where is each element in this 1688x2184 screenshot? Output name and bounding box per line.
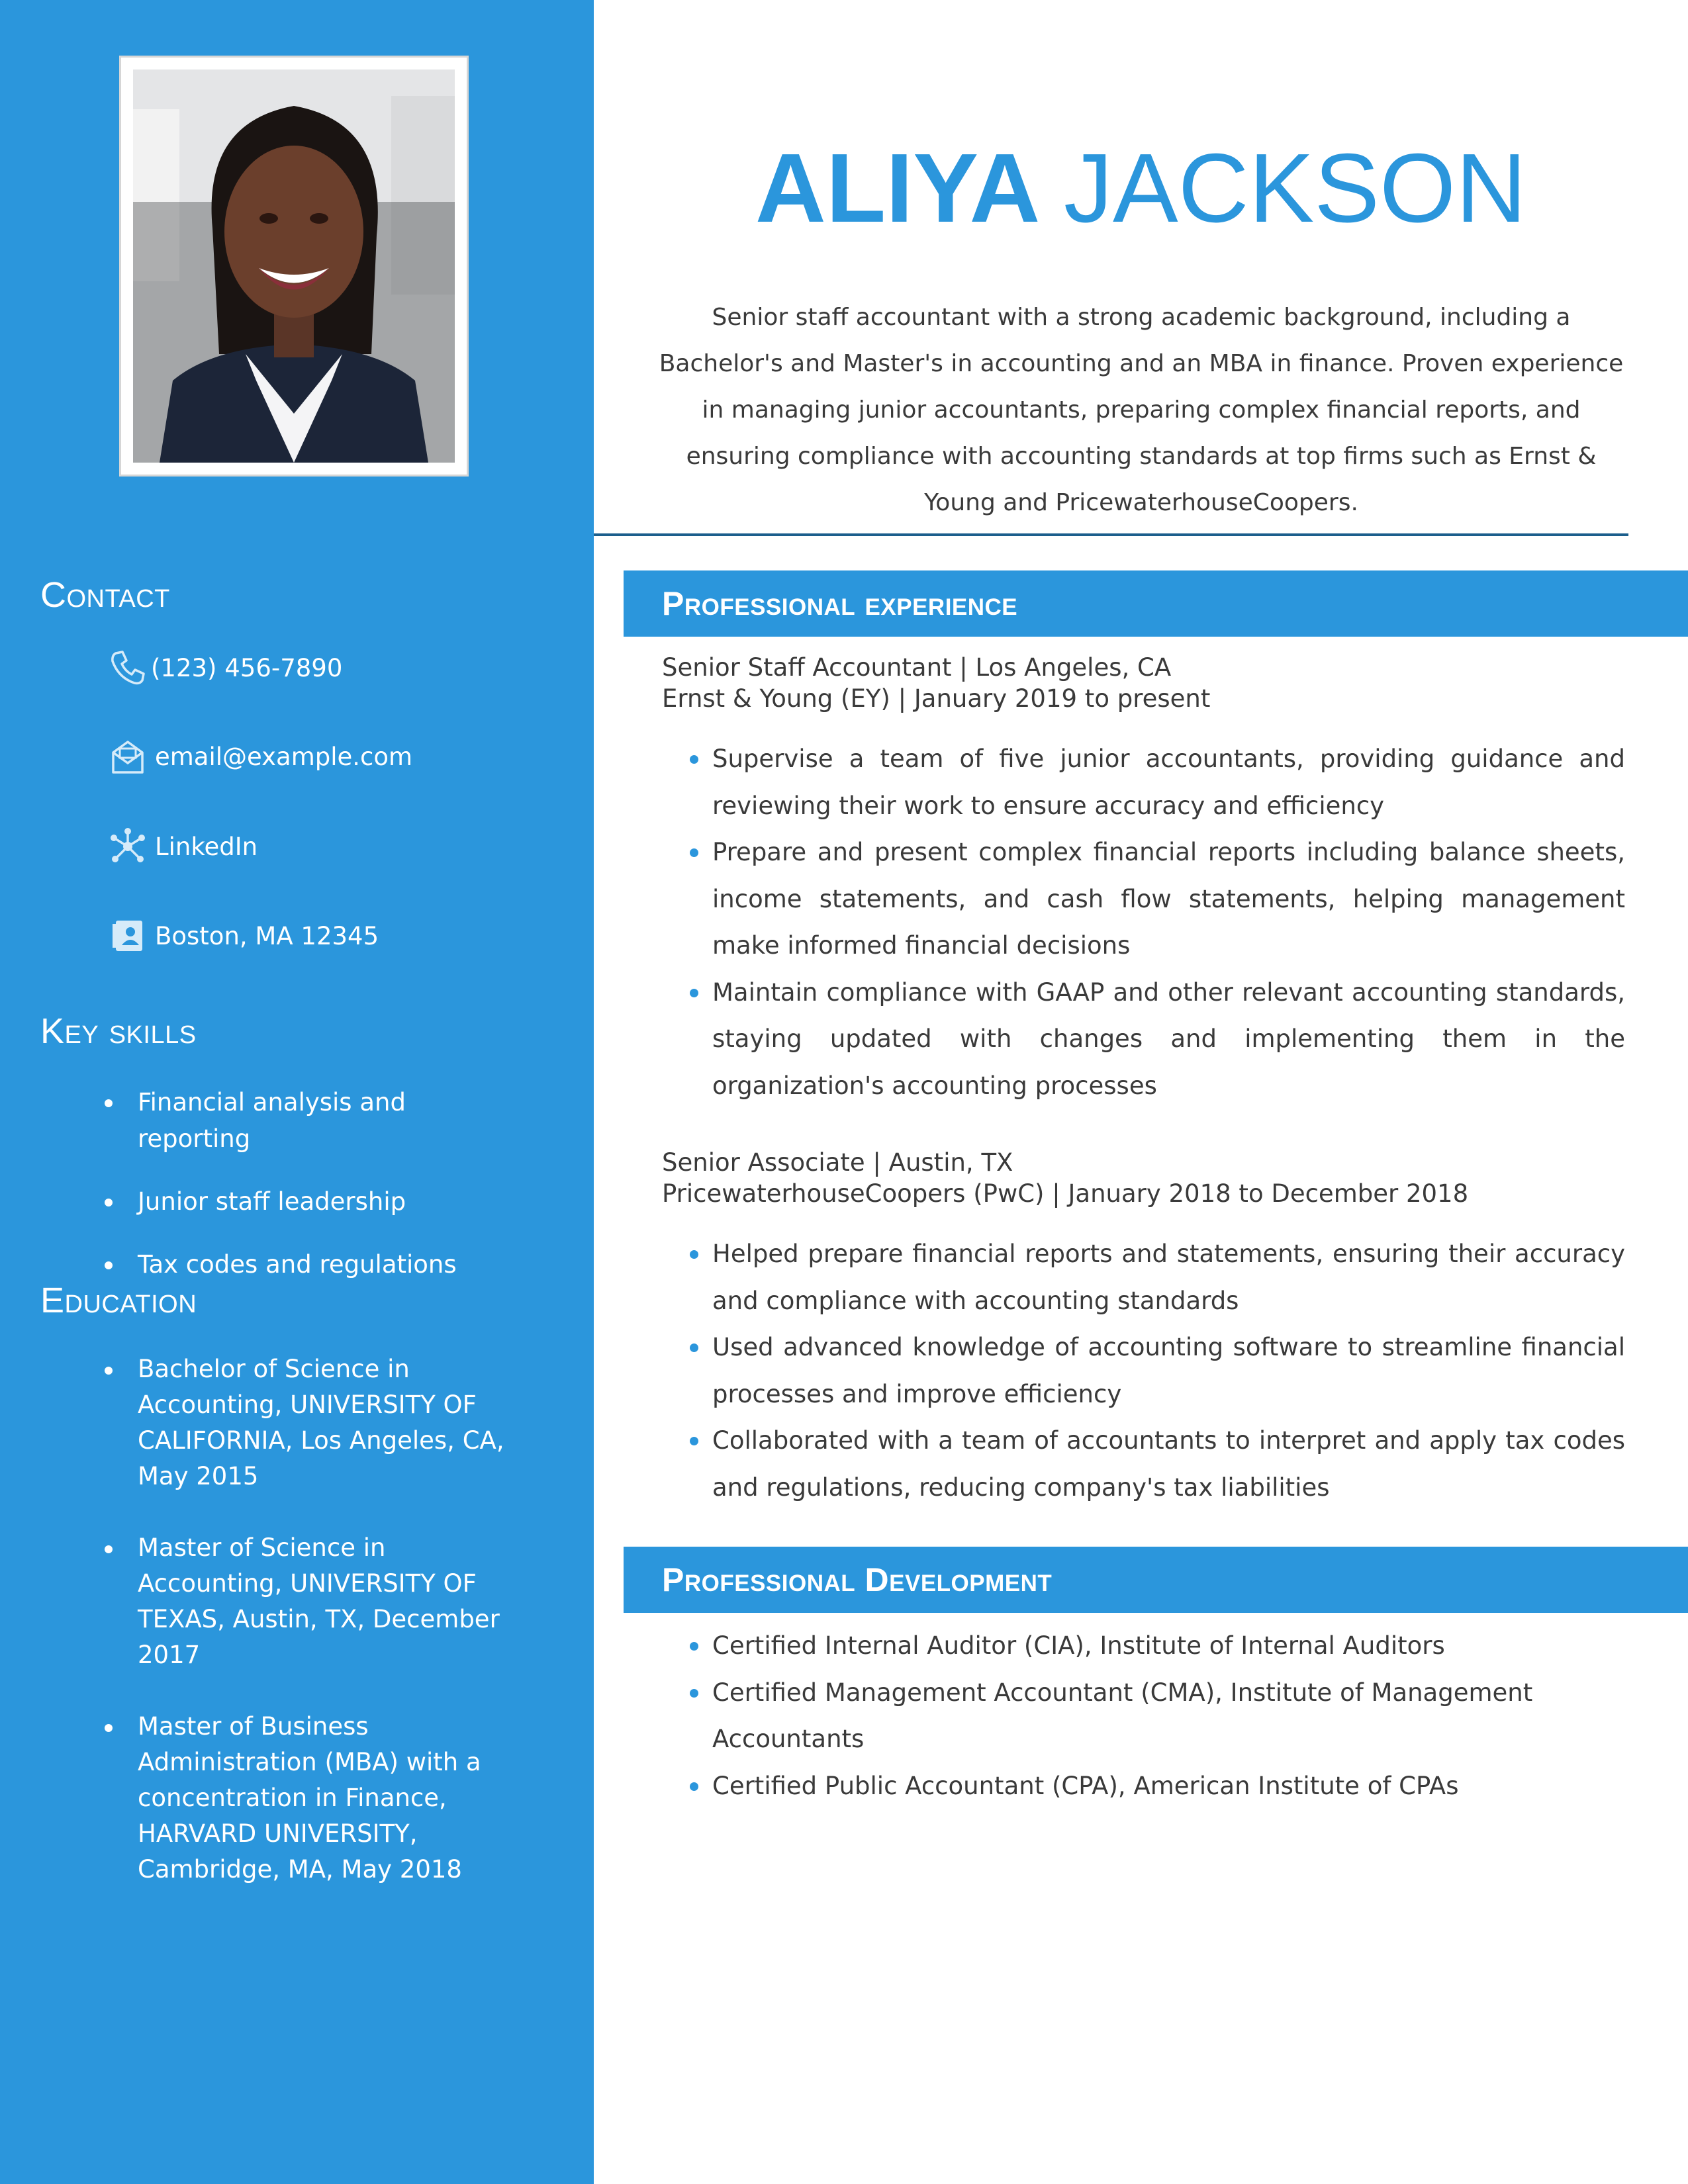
job-header bbox=[662, 1147, 1468, 1209]
contact-card-icon bbox=[107, 915, 148, 956]
job-bullet: Prepare and present complex financial reports including balance sheets, income statements, and cash flow statements, helping management make informed financial decisions bbox=[688, 829, 1625, 970]
last-name: JACKSON bbox=[1064, 134, 1527, 243]
skills-list bbox=[101, 1084, 524, 1283]
network-icon bbox=[107, 826, 148, 867]
candidate-name bbox=[594, 129, 1688, 248]
certification-item: Certified Management Accountant (CMA), Institute of Management Accountants bbox=[688, 1670, 1625, 1763]
skills-heading: Key skills bbox=[40, 1011, 197, 1051]
profile-photo bbox=[133, 69, 455, 463]
email-icon bbox=[107, 736, 148, 777]
email-text[interactable]: email@example.com bbox=[155, 742, 413, 771]
phone-icon bbox=[107, 647, 148, 688]
contact-linkedin[interactable] bbox=[107, 827, 258, 866]
job-bullet: Collaborated with a team of accountants to interpret and apply tax codes and regulations, reducing company's tax liabilities bbox=[688, 1418, 1625, 1511]
contact-address bbox=[107, 916, 379, 956]
header-divider bbox=[594, 533, 1628, 536]
phone-text: (123) 456-7890 bbox=[151, 653, 343, 682]
sidebar bbox=[0, 0, 594, 2184]
job-company-line: PricewaterhouseCoopers (PwC) | January 2018 to December 2018 bbox=[662, 1179, 1469, 1208]
job-title-line: Senior Staff Accountant | Los Angeles, CA bbox=[662, 653, 1172, 682]
certification-item: Certified Internal Auditor (CIA), Institute of Internal Auditors bbox=[688, 1623, 1625, 1670]
profile-photo-image bbox=[133, 69, 455, 463]
experience-heading: Professional experience bbox=[662, 585, 1018, 622]
job-bullets bbox=[688, 736, 1625, 1109]
education-item: Bachelor of Science in Accounting, UNIVERSITY OF CALIFORNIA, Los Angeles, CA, May 2015 bbox=[101, 1351, 538, 1494]
profile-photo-frame bbox=[119, 56, 469, 477]
development-heading: Professional Development bbox=[662, 1561, 1053, 1598]
summary-text: Senior staff accountant with a strong academic background, including a Bachelor's and Master's in accounting and an MBA in finance. Proven experience in managing junior accountants, preparing complex financial reports, and ensuring compliance with accounting standards at top firms such as Ernst & Young and PricewaterhouseCoopers. bbox=[659, 304, 1624, 516]
skill-item: Financial analysis and reporting bbox=[101, 1084, 524, 1157]
experience-section-bar bbox=[624, 570, 1688, 637]
address-text: Boston, MA 12345 bbox=[155, 921, 379, 950]
job-bullet: Used advanced knowledge of accounting software to streamline financial processes and improve efficiency bbox=[688, 1324, 1625, 1418]
job-title-line: Senior Associate | Austin, TX bbox=[662, 1148, 1013, 1177]
education-heading: Education bbox=[40, 1281, 197, 1320]
contact-heading: Contact bbox=[40, 575, 170, 615]
certification-item: Certified Public Accountant (CPA), American Institute of CPAs bbox=[688, 1763, 1625, 1810]
contact-email[interactable] bbox=[107, 737, 412, 776]
skill-item: Junior staff leadership bbox=[101, 1183, 524, 1220]
education-item: Master of Business Administration (MBA) with a concentration in Finance, HARVARD UNIVERSITY, Cambridge, MA, May 2018 bbox=[101, 1709, 538, 1888]
development-section-bar bbox=[624, 1547, 1688, 1613]
job-company-line: Ernst & Young (EY) | January 2019 to present bbox=[662, 684, 1211, 713]
job-bullet: Helped prepare financial reports and statements, ensuring their accuracy and compliance with accounting standards bbox=[688, 1231, 1625, 1324]
job-bullet: Supervise a team of five junior accountants, providing guidance and reviewing their work to ensure accuracy and efficiency bbox=[688, 736, 1625, 829]
job-bullet: Maintain compliance with GAAP and other relevant accounting standards, staying updated with changes and implementing them in the organization's accounting processes bbox=[688, 970, 1625, 1110]
first-name: ALIYA bbox=[755, 134, 1037, 243]
job-header bbox=[662, 652, 1210, 714]
certification-list bbox=[688, 1623, 1625, 1809]
education-list bbox=[101, 1351, 538, 1923]
skill-item: Tax codes and regulations bbox=[101, 1246, 524, 1283]
job-bullets bbox=[688, 1231, 1625, 1511]
education-item: Master of Science in Accounting, UNIVERSITY OF TEXAS, Austin, TX, December 2017 bbox=[101, 1530, 538, 1673]
linkedin-text[interactable]: LinkedIn bbox=[155, 832, 258, 861]
contact-phone bbox=[107, 648, 342, 688]
